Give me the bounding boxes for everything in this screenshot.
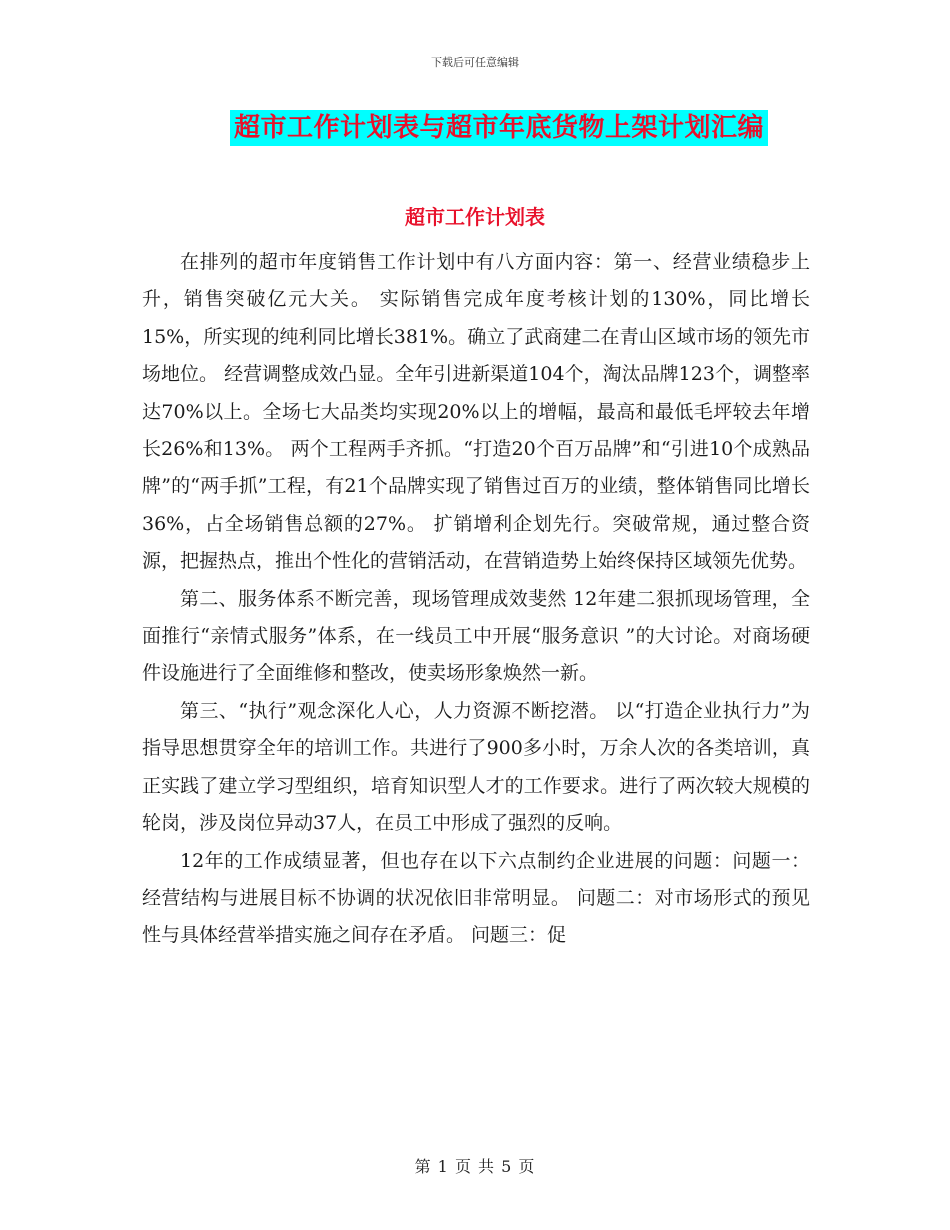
paragraph-4: 12年的工作成绩显著，但也存在以下六点制约企业进展的问题：问题一：经营结构与进展目标不协调的状况依旧非常明显。 问题二：对市场形式的预见性与具体经营举措实施之间存在矛盾。 问题三：促	[142, 849, 810, 947]
paragraph-2: 第二、服务体系不断完善，现场管理成效斐然 12年建二狠抓现场管理，全面推行“亲情式服务”体系，在一线员工中开展“服务意识 ”的大讨论。对商场硬件设施进行了全面维修和整改，使卖场形象焕然一新。	[142, 587, 810, 685]
main-title-container	[0, 110, 950, 146]
document-body	[142, 244, 810, 955]
paragraph-3: 第三、“执行”观念深化人心，人力资源不断挖潜。 以“打造企业执行力”为指导思想贯穿全年的培训工作。共进行了900多小时，万余人次的各类培训，真正实践了建立学习型组织，培育知识型人才的工作要求。进行了两次较大规模的轮岗，涉及岗位异动37人，在员工中形成了强烈的反响。	[142, 699, 810, 835]
section-title: 超市工作计划表	[405, 205, 545, 229]
paragraph-1: 在排列的超市年度销售工作计划中有八方面内容：第一、经营业绩稳步上升，销售突破亿元大关。 实际销售完成年度考核计划的130%，同比增长15%，所实现的纯利同比增长381%。确立了武商建二在青山区域市场的领先市场地位。 经营调整成效凸显。全年引进新渠道104个，淘汰品牌123个，调整率达70%以上。全场七大品类均实现20%以上的增幅，最高和最低毛坪较去年增长26%和13%。 两个工程两手齐抓。“打造20个百万品牌”和“引进10个成熟品牌”的“两手抓”工程，有21个品牌实现了销售过百万的业绩，整体销售同比增长36%，占全场销售总额的27%。 扩销增利企划先行。突破常规，通过整合资源，把握热点，推出个性化的营销活动，在营销造势上始终保持区域领先优势。	[142, 251, 810, 573]
page-header-note: 下载后可任意编辑	[431, 56, 519, 69]
page-number-footer: 第 1 页 共 5 页	[414, 1157, 536, 1176]
document-main-title: 超市工作计划表与超市年底货物上架计划汇编	[230, 110, 768, 146]
